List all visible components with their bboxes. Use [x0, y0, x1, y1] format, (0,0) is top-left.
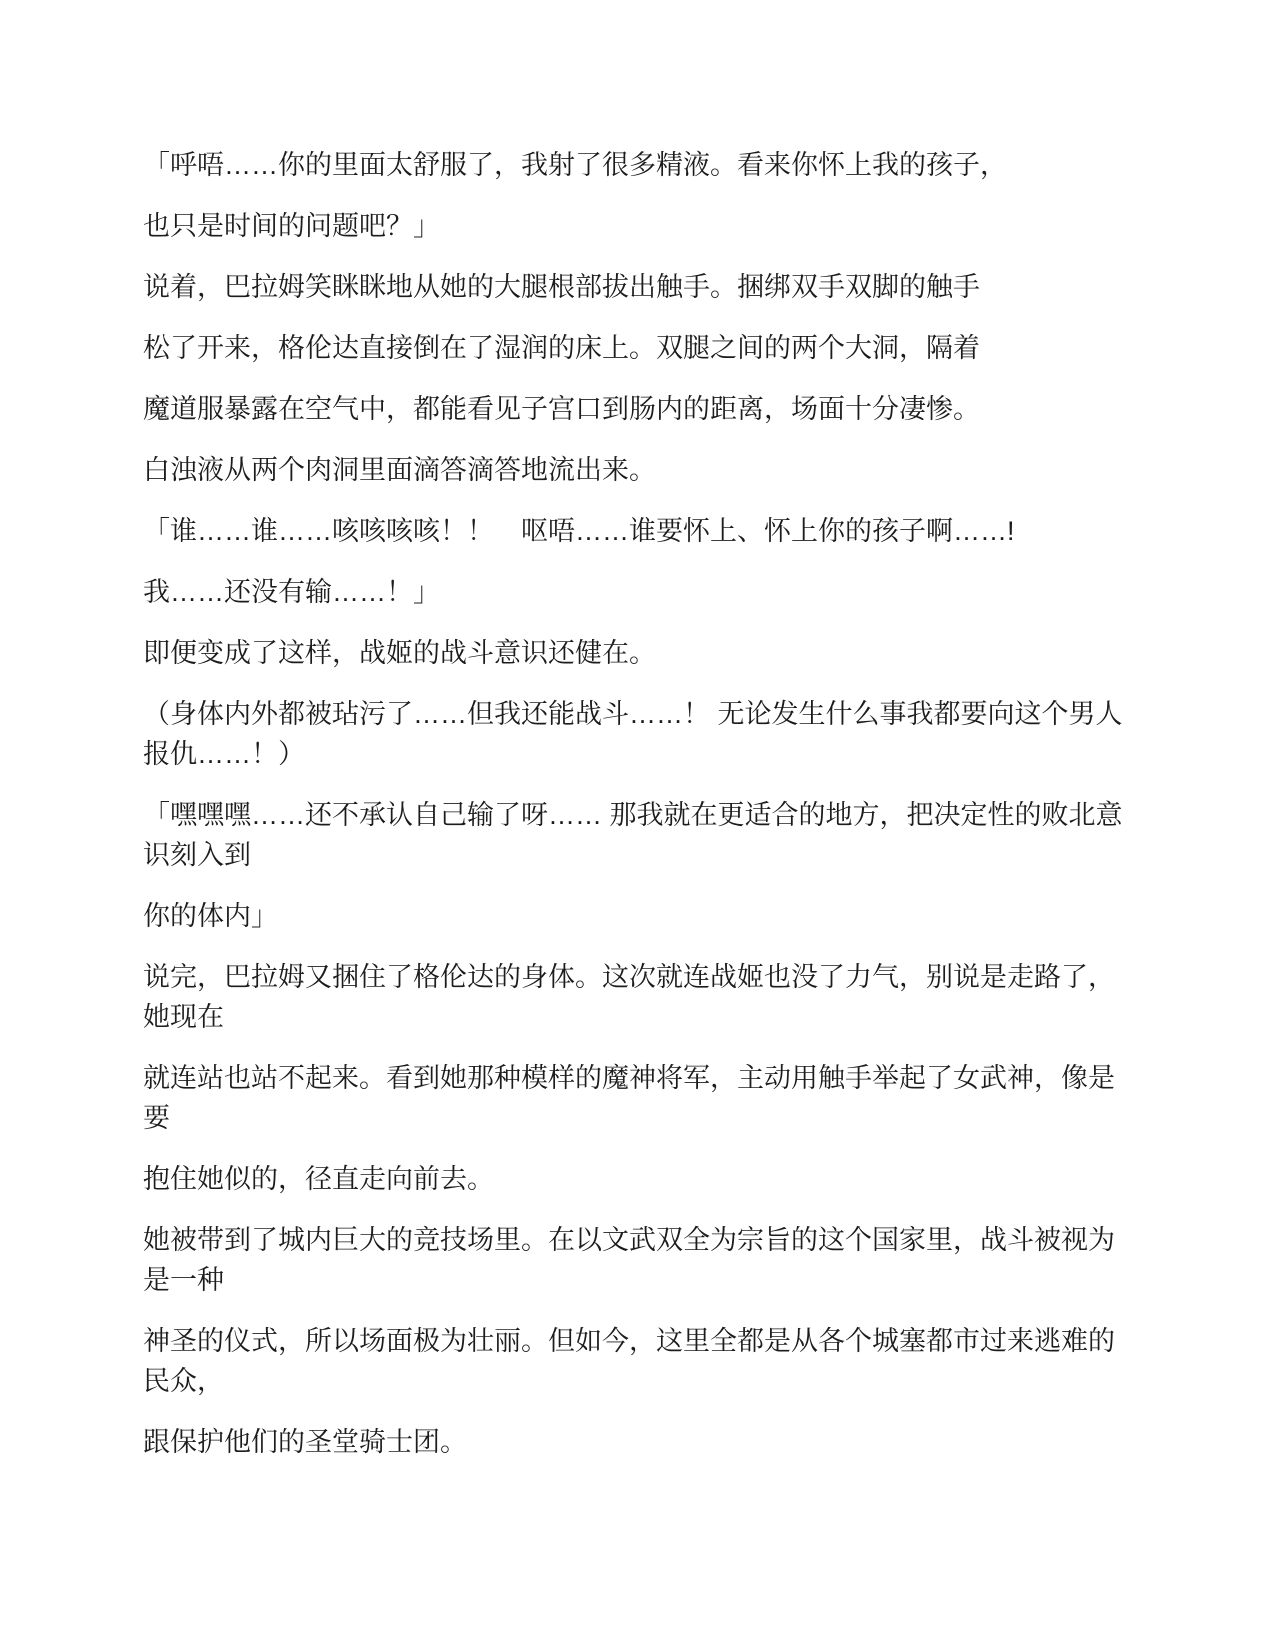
- text-paragraph: 「呼唔……你的里面太舒服了，我射了很多精液。看来你怀上我的孩子，: [143, 150, 1007, 180]
- text-paragraph: 抱住她似的，径直走向前去。: [143, 1164, 494, 1194]
- text-paragraph: 白浊液从两个肉洞里面滴答滴答地流出来。: [143, 455, 656, 485]
- text-paragraph: 跟保护他们的圣堂骑士团。: [143, 1427, 467, 1457]
- text-paragraph: （身体内外都被玷污了……但我还能战斗……！ 无论发生什么事我都要向这个男人报仇……！）: [143, 699, 1123, 769]
- text-paragraph: 说完，巴拉姆又捆住了格伦达的身体。这次就连战姬也没了力气，别说是走路了，她现在: [143, 962, 1115, 1032]
- text-paragraph: 「嘿嘿嘿……还不承认自己输了呀…… 那我就在更适合的地方，把决定性的败北意识刻入到: [143, 800, 1123, 870]
- text-paragraph: 松了开来，格伦达直接倒在了湿润的床上。双腿之间的两个大洞，隔着: [143, 333, 980, 363]
- text-paragraph: 即便变成了这样，战姬的战斗意识还健在。: [143, 638, 656, 668]
- text-paragraph: 就连站也站不起来。看到她那种模样的魔神将军，主动用触手举起了女武神，像是要: [143, 1063, 1115, 1133]
- text-paragraph: 「谁……谁……咳咳咳咳！！ 呕唔……谁要怀上、怀上你的孩子啊……!: [143, 516, 1015, 546]
- text-paragraph: 也只是时间的问题吧？」: [143, 211, 440, 241]
- text-paragraph: 她被带到了城内巨大的竞技场里。在以文武双全为宗旨的这个国家里，战斗被视为是一种: [143, 1225, 1115, 1295]
- text-paragraph: 魔道服暴露在空气中，都能看见子宫口到肠内的距离，场面十分凄惨。: [143, 394, 980, 424]
- text-paragraph: 神圣的仪式，所以场面极为壮丽。但如今，这里全都是从各个城塞都市过来逃难的民众，: [143, 1326, 1115, 1396]
- text-paragraph: 你的体内」: [143, 901, 278, 931]
- text-paragraph: 我……还没有输……！」: [143, 577, 440, 607]
- text-paragraph: 说着，巴拉姆笑眯眯地从她的大腿根部拔出触手。捆绑双手双脚的触手: [143, 272, 980, 302]
